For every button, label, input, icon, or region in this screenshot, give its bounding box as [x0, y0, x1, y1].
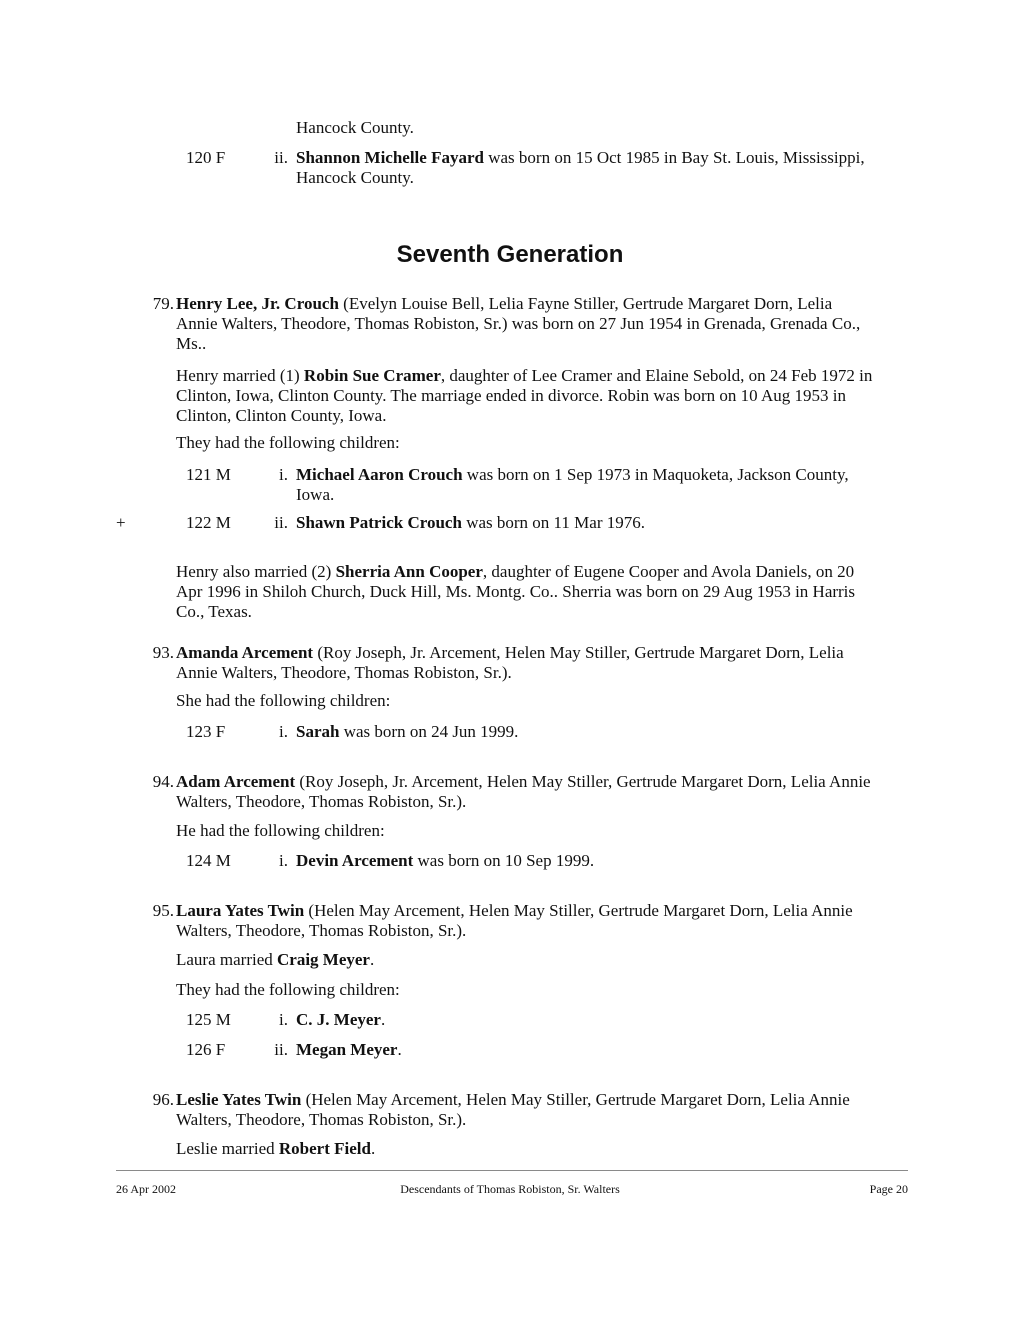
child-roman: i. [279, 465, 288, 484]
child-line: C. J. Meyer. [296, 1010, 386, 1029]
entry-94-description: Adam Arcement (Roy Joseph, Jr. Arcement, Helen May Stiller, Gertrude Margaret Dorn, Lelia Annie Walters, Theodore, Thomas Robiston, Sr.). [176, 772, 871, 811]
entry-79-marriage-1: Henry married (1) Robin Sue Cramer, daughter of Lee Cramer and Elaine Sebold, on 24 Feb 1972 in Clinton, Iowa, Clinton County. The marriage ended in divorce. Robin was born on 10 Aug 1953 in Clinton, Clinton County, Iowa. [176, 366, 873, 425]
children-intro: He had the following children: [176, 821, 385, 840]
child-roman: i. [279, 722, 288, 741]
child-roman: i. [279, 851, 288, 870]
children-intro: They had the following children: [176, 433, 400, 452]
child-line: Devin Arcement was born on 10 Sep 1999. [296, 851, 595, 870]
child-name: Sarah [296, 722, 340, 741]
child-name: C. J. Meyer [296, 1010, 381, 1029]
child-roman: ii. [274, 148, 288, 167]
child-name: Megan Meyer [296, 1040, 398, 1059]
entry-93-description: Amanda Arcement (Roy Joseph, Jr. Arcement, Helen May Stiller, Gertrude Margaret Dorn, Lelia Annie Walters, Theodore, Thomas Robiston, Sr.). [176, 643, 844, 682]
child-id: 121 M [186, 465, 231, 484]
child-name: Devin Arcement [296, 851, 414, 870]
entry-number: 79. [152, 294, 174, 313]
child-roman: ii. [274, 513, 288, 532]
entry-number: 94. [152, 772, 174, 791]
children-intro: She had the following children: [176, 691, 391, 710]
spouse-name: Robin Sue Cramer [303, 366, 441, 385]
children-intro: They had the following children: [176, 980, 400, 999]
spouse-name: Sherria Ann Cooper [335, 562, 483, 581]
person-name: Adam Arcement [176, 772, 296, 791]
child-roman: ii. [274, 1040, 288, 1059]
child-id: 125 M [186, 1010, 231, 1029]
entry-95-description: Laura Yates Twin (Helen May Arcement, Helen May Stiller, Gertrude Margaret Dorn, Lelia Annie Walters, Theodore, Thomas Robiston, Sr.). [176, 901, 853, 940]
child-line: Shannon Michelle Fayard was born on 15 Oct 1985 in Bay St. Louis, Mississippi, [296, 148, 865, 167]
footer-date: 26 Apr 2002 [116, 1182, 176, 1196]
child-line: Megan Meyer. [296, 1040, 402, 1059]
child-id: 123 F [186, 722, 226, 741]
child-id: 126 F [186, 1040, 226, 1059]
entry-number: 93. [152, 643, 174, 662]
child-name: Shannon Michelle Fayard [296, 148, 484, 167]
person-name: Amanda Arcement [176, 643, 314, 662]
entry-number: 96. [152, 1090, 174, 1109]
person-name: Laura Yates Twin [176, 901, 305, 920]
spouse-name: Robert Field [278, 1139, 371, 1158]
child-name: Michael Aaron Crouch [296, 465, 463, 484]
child-line: Sarah was born on 24 Jun 1999. [296, 722, 519, 741]
child-id: 122 M [186, 513, 231, 532]
has-descendants-marker: + [116, 513, 126, 532]
footer-title: Descendants of Thomas Robiston, Sr. Walters [400, 1182, 620, 1196]
footer-divider [116, 1170, 908, 1171]
entry-79-marriage-2: Henry also married (2) Sherria Ann Cooper, daughter of Eugene Cooper and Avola Daniels, on 20 Apr 1996 in Shiloh Church, Duck Hill, Ms. Montg. Co.. Sherria was born on 29 Aug 1953 in Harris Co., Texas. [176, 562, 856, 621]
entry-number: 95. [152, 901, 174, 920]
child-line-continued: Iowa. [296, 485, 335, 504]
child-id: 124 M [186, 851, 231, 870]
section-heading: Seventh Generation [396, 241, 624, 268]
footer-page-number: Page 20 [869, 1182, 908, 1196]
spouse-name: Craig Meyer [277, 950, 370, 969]
child-line-continued: Hancock County. [296, 168, 414, 187]
continuation-line: Hancock County. [296, 118, 414, 137]
entry-96-description: Leslie Yates Twin (Helen May Arcement, Helen May Stiller, Gertrude Margaret Dorn, Lelia Annie Walters, Theodore, Thomas Robiston, Sr.). [176, 1090, 850, 1129]
child-roman: i. [279, 1010, 288, 1029]
person-name: Henry Lee, Jr. Crouch [176, 294, 339, 313]
marriage-line: Laura married Craig Meyer. [176, 950, 375, 969]
child-name: Shawn Patrick Crouch [296, 513, 462, 532]
person-name: Leslie Yates Twin [176, 1090, 302, 1109]
child-line: Michael Aaron Crouch was born on 1 Sep 1973 in Maquoketa, Jackson County, [296, 465, 849, 484]
child-id: 120 F [186, 148, 226, 167]
entry-79-description: Henry Lee, Jr. Crouch (Evelyn Louise Bell, Lelia Fayne Stiller, Gertrude Margaret Dorn, Lelia Annie Walters, Theodore, Thomas Robiston, Sr.) was born on 27 Jun 1954 in Grenada, Grenada Co., Ms.. [176, 294, 861, 353]
child-line: Shawn Patrick Crouch was born on 11 Mar 1976. [296, 513, 645, 532]
marriage-line: Leslie married Robert Field. [176, 1139, 376, 1158]
